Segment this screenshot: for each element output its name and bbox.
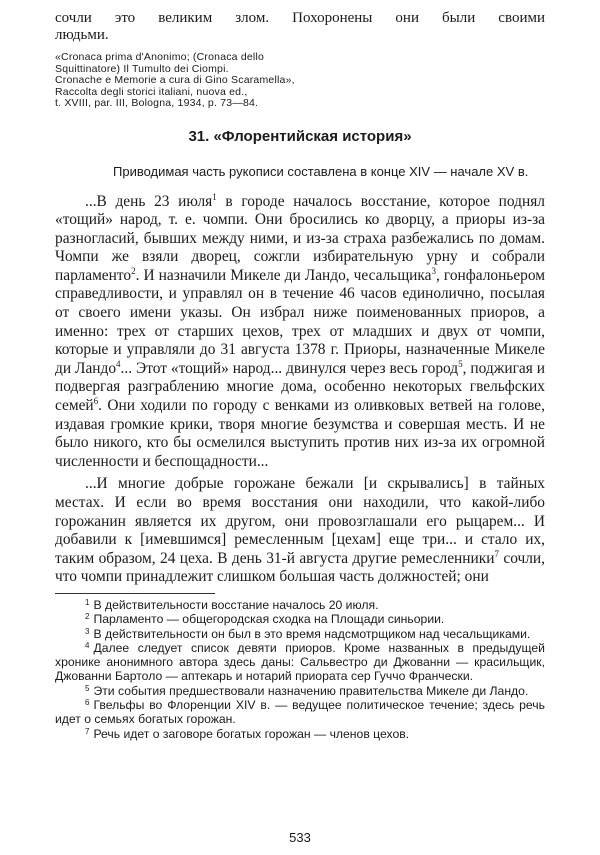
paragraph: [55, 193, 545, 472]
intro-note: Приводимая часть рукописи составлена в конце XIV — начале XV в.: [113, 163, 529, 179]
footnote-number: 6: [85, 698, 90, 708]
footnote: [55, 641, 545, 684]
footnote-ref: 5: [458, 358, 463, 369]
text-span: в городе началось восстание, которое поднял «тощий» народ, т. е. чомпи. Они бросились ко дворцу, а приоры из-за разногласий, бывших между ними, и из-за страха разбежались по домам. Чомпи же взяли дворец, сожгли избирательную урну и собрали парламенто: [55, 192, 545, 284]
text-span: сочли, что чомпи принадлежит слишком большая часть должностей; они: [55, 549, 545, 586]
footnote: [55, 684, 545, 698]
text-span: ...В день 23 июля: [85, 192, 213, 210]
footnotes: [55, 598, 545, 741]
text-span: . Они ходили по городу с венками из оливковых ветвей на голове, издавая громкие крики, творя многие безумства и совершая месть. И не было никого, кто бы осмелился выступить против них из-за их огромной численности и беспощадности...: [55, 397, 545, 470]
paragraph: [55, 475, 545, 587]
footnote-ref: 1: [212, 191, 217, 202]
citation-line: Raccolta degli storici italiani, nuova ed.,: [55, 85, 248, 98]
text-span: , гонфалоньером справедливости, и управлял он в течение 46 часов единолично, посылая от своего имени указы. Он избрал ниже поименованных приоров, а именно: трех от старших цехов, трех от младших и двух от чомпи, которые и управляли до 31 августа 1378 г. Приоры, назначенные Микеле ди Ландо: [55, 266, 545, 377]
footnote-text: Речь идет о заговоре богатых горожан — членов цехов.: [93, 726, 410, 741]
footnote-text: Парламенто — общегородская сходка на Площади синьории.: [93, 612, 445, 627]
citation-line: Cronache e Memorie a cura di Gino Scaramella»,: [55, 74, 295, 86]
text-span: ... Этот «тощий» народ... двинулся через весь город: [120, 359, 459, 377]
footnote-ref: 7: [494, 548, 499, 559]
main-text: [55, 193, 545, 587]
footnote-text: Эти события предшествовали назначению правительства Микеле ди Ландо.: [93, 683, 529, 698]
footnote-text: В действительности восстание началось 20 июля.: [93, 597, 379, 612]
citation-line: t. XVIII, par. III, Bologna, 1934, p. 73—84.: [55, 97, 259, 109]
footnote: [55, 698, 545, 727]
footnote-ref: 3: [431, 265, 436, 276]
footnote-ref: 4: [116, 358, 121, 369]
footnote-text: Далее следует список девяти приоров. Кроме названных в предыдущей хронике анонимного автора здесь даны: Сальвестро ди Джованни — красильщик, Джованни Бартоло — аптекарь и нотарий приората сер Гуччо Франчески.: [55, 640, 545, 684]
continued-text-line: сочли это великим злом. Похоронены они были своими: [55, 10, 545, 26]
section-heading: 31. «Флорентийская история»: [188, 127, 412, 145]
footnote-number: 3: [85, 626, 90, 636]
source-citation: [55, 52, 545, 110]
footnote: [55, 727, 545, 741]
footnote-number: 7: [85, 726, 90, 736]
footnote: [55, 612, 545, 626]
footnote-number: 5: [85, 683, 90, 693]
footnote: [55, 598, 545, 612]
footnote-ref: 6: [93, 396, 99, 407]
citation-line: «Cronaca prima d'Anonimo; (Cronaca dello: [55, 51, 265, 63]
footnote: [55, 627, 545, 641]
footnote-text: В действительности он был в это время надсмотрщиком над чесальщиками.: [93, 626, 531, 641]
continued-text-line: людьми.: [55, 27, 109, 43]
footnote-ref: 2: [131, 265, 136, 276]
text-span: ...И многие добрые горожане бежали [и скрывались] в тайных местах. И если во время восстания они находили, что какой-либо горожанин является их другом, они провозглашали его рыцарем... И добавили к [имевшимся] ремесленным [цехам] еще три... и стало их, таким образом, 24 цеха. В день 31-й августа другие ремесленники: [55, 475, 545, 567]
text-span: . И назначили Микеле ди Ландо, чесальщика: [135, 266, 432, 284]
footnote-divider: [55, 593, 215, 594]
footnote-number: 4: [85, 640, 90, 650]
document-page: [55, 10, 545, 741]
footnote-number: 1: [85, 597, 90, 607]
text-span: , поджигая и подвергая разграблению многие дома, особенно некоторых гвельфских семей: [55, 359, 545, 415]
footnote-number: 2: [85, 612, 90, 622]
page-number: 533: [289, 830, 311, 845]
footnote-text: Гвельфы во Флоренции XIV в. — ведущее политическое течение; здесь речь идет о семьях богатых горожан.: [55, 698, 545, 727]
citation-line: Squittinatore) Il Tumulto dei Ciompi.: [55, 62, 229, 75]
